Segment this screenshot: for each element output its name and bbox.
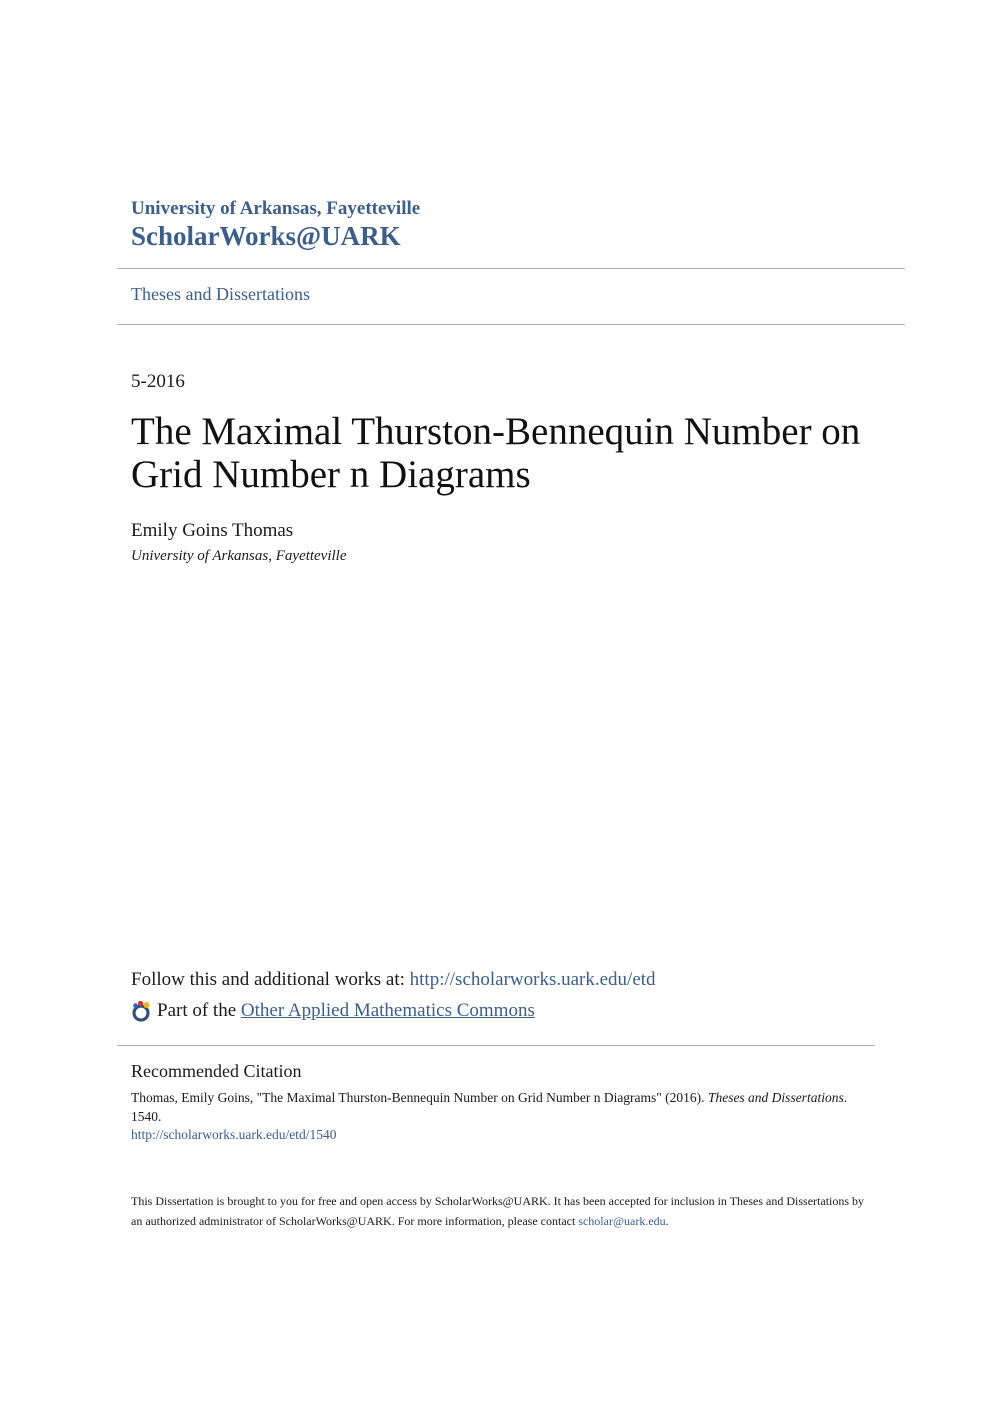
citation-heading: Recommended Citation	[131, 1061, 302, 1081]
footer-end: .	[665, 1214, 669, 1228]
commons-link[interactable]: Other Applied Mathematics Commons	[240, 1000, 535, 1021]
follow-url-link[interactable]: http://scholarworks.uark.edu/etd	[409, 969, 656, 990]
citation-series: Theses and Dissertations	[707, 1090, 844, 1105]
header-divider	[117, 268, 905, 269]
document-title: The Maximal Thurston-Bennequin Number on Grid Number n Diagrams	[131, 410, 861, 496]
follow-prefix: Follow this and additional works at:	[131, 969, 410, 990]
footer-notice	[131, 1191, 871, 1231]
author-affiliation: University of Arkansas, Fayetteville	[131, 548, 347, 564]
citation-text	[131, 1088, 871, 1126]
network-commons-icon	[131, 1000, 152, 1022]
collection-link[interactable]: Theses and Dissertations	[131, 284, 310, 304]
partof-prefix: Part of the	[157, 1000, 237, 1021]
repository-name[interactable]: ScholarWorks@UARK	[131, 221, 401, 251]
footer-text: This Dissertation is brought to you for free and open access by ScholarWorks@UARK. It has been accepted for inclusion in Theses and Dissertations by an authorized administrator of ScholarWorks@UARK. For more information, please contact	[131, 1194, 865, 1228]
citation-suffix: . 1540.	[131, 1090, 848, 1124]
part-of-line	[131, 1000, 535, 1022]
citation-prefix: Thomas, Emily Goins, "The Maximal Thurston-Bennequin Number on Grid Number n Diagrams" (2016).	[131, 1090, 708, 1105]
collection-divider	[117, 324, 905, 325]
follow-line	[131, 969, 656, 991]
publication-date: 5-2016	[131, 371, 185, 392]
citation-divider	[117, 1045, 875, 1046]
citation-url-link[interactable]: http://scholarworks.uark.edu/etd/1540	[131, 1127, 337, 1142]
institution-name: University of Arkansas, Fayetteville	[131, 198, 421, 219]
contact-email-link[interactable]: scholar@uark.edu	[578, 1214, 666, 1228]
author-name: Emily Goins Thomas	[131, 520, 294, 541]
